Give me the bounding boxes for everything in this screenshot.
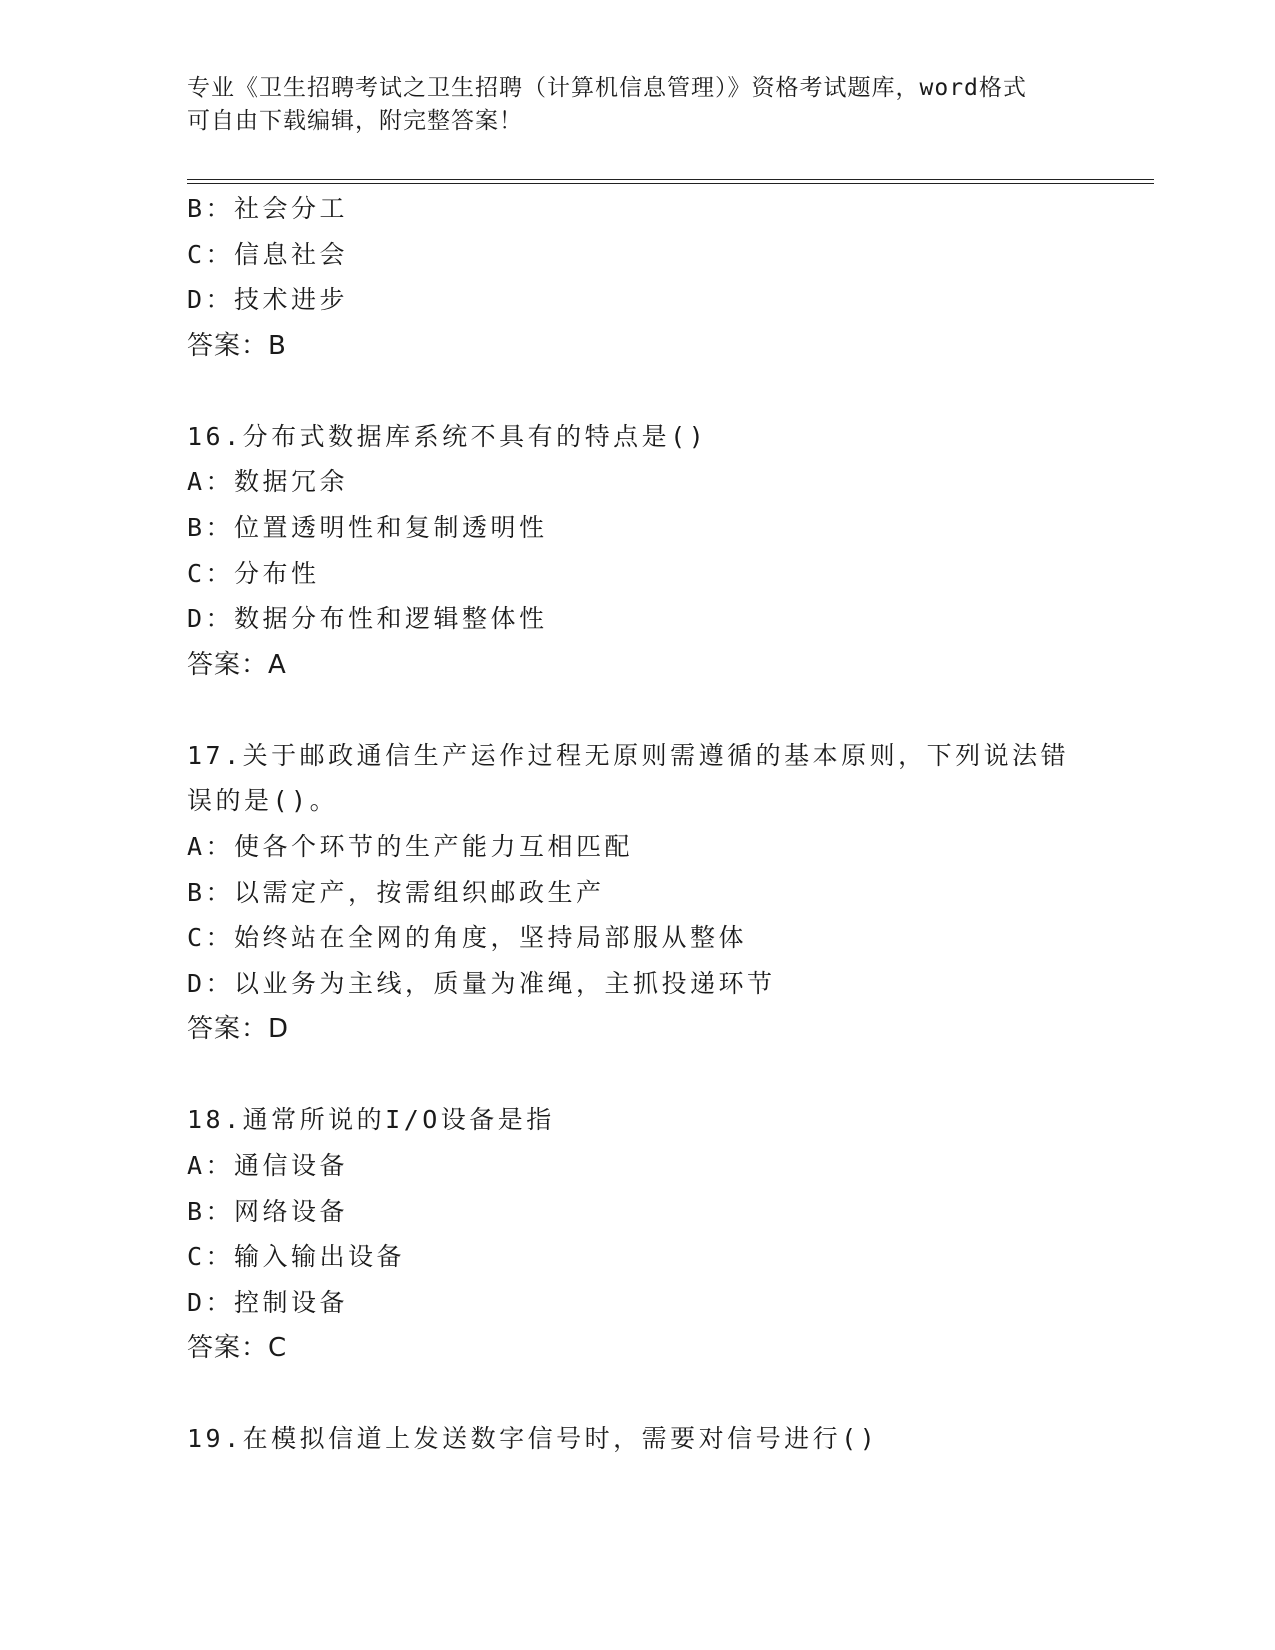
option-d: D：技术进步 <box>187 285 349 315</box>
question-list <box>187 186 1087 1462</box>
option-a: A：数据冗余 <box>187 467 349 497</box>
question-stem: 16.分布式数据库系统不具有的特点是() <box>187 421 708 451</box>
option-c: C：输入输出设备 <box>187 1242 406 1272</box>
question-15-continuation <box>187 186 1087 369</box>
document-header <box>187 72 1087 138</box>
question-stem: 19.在模拟信道上发送数字信号时，需要对信号进行() <box>187 1424 879 1454</box>
option-c: C：信息社会 <box>187 239 349 269</box>
header-line-2: 可自由下载编辑，附完整答案！ <box>187 108 523 134</box>
question-16 <box>187 414 1087 688</box>
option-b: B：以需定产，按需组织邮政生产 <box>187 877 605 907</box>
option-d: D：以业务为主线，质量为准绳，主抓投递环节 <box>187 968 776 998</box>
option-b: B：社会分工 <box>187 194 349 223</box>
header-divider-top <box>187 179 1154 180</box>
answer-line: 答案：B <box>187 330 287 361</box>
answer-line: 答案：A <box>187 649 287 680</box>
option-a: A：使各个环节的生产能力互相匹配 <box>187 831 634 861</box>
option-c: C：分布性 <box>187 558 320 588</box>
question-stem: 17.关于邮政通信生产运作过程无原则需遵循的基本原则，下列说法错 <box>187 740 1070 770</box>
option-c: C：始终站在全网的角度，坚持局部服从整体 <box>187 923 748 953</box>
question-19 <box>187 1416 1087 1462</box>
answer-line: 答案：C <box>187 1333 288 1364</box>
option-d: D：数据分布性和逻辑整体性 <box>187 604 548 634</box>
header-divider-bottom <box>187 183 1154 184</box>
question-stem: 18.通常所说的I/O设备是指 <box>187 1105 555 1135</box>
option-b: B：网络设备 <box>187 1196 349 1226</box>
question-stem-continued: 误的是()。 <box>187 786 339 816</box>
question-18 <box>187 1097 1087 1371</box>
question-17 <box>187 733 1087 1053</box>
option-a: A：通信设备 <box>187 1150 349 1180</box>
header-line-1: 专业《卫生招聘考试之卫生招聘（计算机信息管理）》资格考试题库，word格式 <box>187 75 1027 101</box>
answer-line: 答案：D <box>187 1014 290 1045</box>
option-d: D：控制设备 <box>187 1287 349 1317</box>
option-b: B：位置透明性和复制透明性 <box>187 512 548 542</box>
